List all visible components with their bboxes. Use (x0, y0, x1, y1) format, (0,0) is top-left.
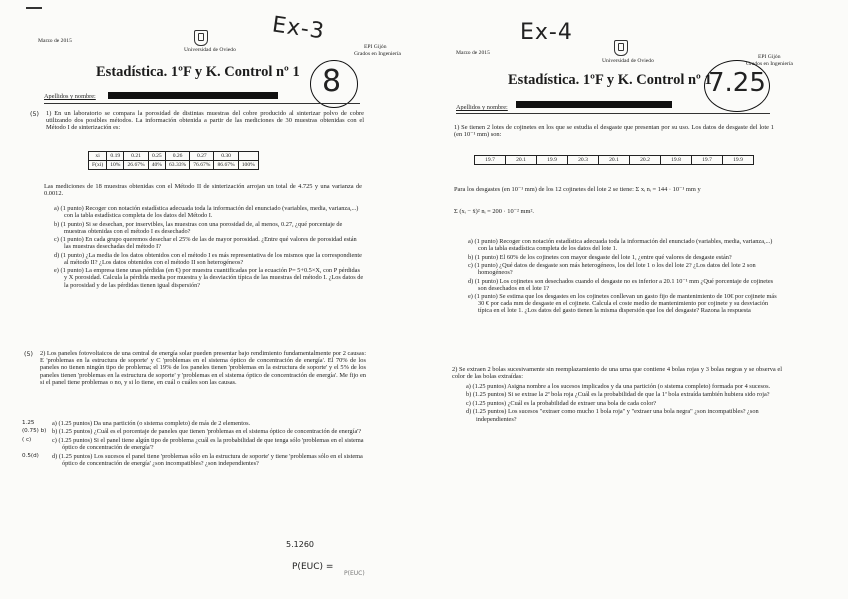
lot1-value: 20.1 (599, 156, 630, 164)
exam-title: Estadística. 1ºF y K. Control nº 1 (96, 64, 300, 80)
grade-value: 8 (322, 64, 342, 99)
name-line (456, 113, 770, 114)
lot1-value: 19.9 (733, 157, 743, 163)
school-name: EPI Gijón (758, 54, 781, 60)
q2-part-d-row (22, 453, 364, 469)
table-cell (238, 152, 258, 161)
table-cell: 86.67% (214, 161, 238, 170)
q1-part-a: a) (1 punto) Recoger con notación estadística adecuada toda la información del enunciado (variables, media, varianza,...) con la tabla estadística completa de los datos del lote 1. (468, 238, 773, 253)
table-cell: 26.67% (124, 161, 148, 170)
q2-part-b-row (22, 428, 364, 436)
exam-date: Marzo de 2015 (38, 38, 72, 44)
grade-value: 7.25 (708, 68, 766, 98)
corner-mark (26, 7, 42, 9)
table-cell: 0.21 (124, 152, 148, 161)
q2-part-d: d) (1.25 puntos) Los sucesos el panel tiene 'problemas sólo en la estructura de soporte' y tiene 'problemas sólo en el sistema óptico de concentración de energía' ¿son incompatibles? ¿son independientes? (52, 452, 363, 467)
q1-lot2-formula: Σ (xᵢ − x̄)² nᵢ = 200 · 10⁻² mm². (454, 208, 535, 215)
table-cell: 0.30 (214, 152, 238, 161)
degree-name: Grados en Ingeniería (746, 61, 793, 67)
scribble-formula: P(EUC) = (292, 562, 334, 572)
q1-part-a: a) (1 punto) Recoger con notación estadística adecuada toda la información del enunciado (variables, media, varianza,...) con la tabla estadística completa de los datos del Método I. (54, 205, 359, 220)
scribble-formula-faint: P(EUC) (344, 570, 365, 577)
lot1-value: 20.2 (630, 156, 661, 164)
q2-parts (22, 420, 364, 468)
q2-part-d: d) (1.25 puntos) Los sucesos "extraer como mucho 1 bola roja" y "extraer una bola negra" ¿son incompatibles? ¿son independientes? (466, 408, 759, 423)
lot1-value: 19.7 (475, 156, 506, 164)
lot1-value: 19.8 (661, 156, 692, 164)
q1-part-c: c) (1 punto) ¿Qué datos de desgaste son más heterogéneos, los del lote 1 o los del lote 2? ¿Los datos del lote 2 son homogéneos? (468, 262, 756, 277)
university-name: Universidad de Oviedo (184, 47, 236, 53)
q1-part-e: e) (1 punto) Se estima que los desgastes en los cojinetes conllevan un gasto fijo de mantenimiento de 10€ por cojinete más 30 € por cada mm de desgaste en el cojinete. Calcula el coste medio de mantenimiento por cojinete y su desviación típica en el lote 1. ¿Los datos del gasto tienen la misma dispersión que los del desgaste? Razona la respuesta (468, 293, 777, 315)
table-cell: 0.25 (148, 152, 165, 161)
q1-margin-score: (5) (30, 111, 39, 118)
exam-title: Estadística. 1ºF y K. Control nº 1 (508, 72, 712, 88)
q1-intro: 1) En un laboratorio se compara la porosidad de distintas muestras del cobre producido al sinterizar polvo de cobre utilizando dos posibles métodos. La información obtenida a partir de las mediciones de 30 muestras obtenidas con el Método I de sinterización es: (46, 110, 364, 132)
table-cell: 100% (238, 161, 258, 170)
q1-lot2-text: Para los desgastes (en 10⁻¹ mm) de los 12 cojinetes del lote 2 se tiene: Σ xᵢ nᵢ = 144 · 10⁻¹ mm y (454, 186, 701, 193)
q1-part-c: c) (1 punto) En cada grupo queremos desechar el 25% de las de mayor porosidad. ¿Entre qué valores de porosidad están las muestras desechadas del método I? (54, 236, 357, 251)
q1-intro: 1) Se tienen 2 lotes de cojinetes en los que se estudia el desgaste que presentan por su uso. Los datos de desgaste del lote 1 (en 10⁻¹ mm) son: (454, 124, 774, 139)
q2-part-c: c) (1.25 puntos) Si el panel tiene algún tipo de problema ¿cuál es la probabilidad de que tenga sólo 'problemas en el sistema óptico de concentración de energía'? (52, 436, 364, 452)
q2-part-c-row (22, 437, 364, 453)
degree-name: Grados en Ingeniería (354, 51, 401, 57)
university-logo-icon (194, 30, 208, 46)
q2-margin-score: (5) (24, 351, 33, 358)
university-logo-icon (614, 40, 628, 56)
scribble-number: 5.1260 (286, 540, 314, 549)
name-label: Apellidos y nombre: (44, 93, 96, 100)
q2-part-a: a) (1.25 puntos) Da una partición (o sistema completo) de más de 2 elementos. (52, 420, 251, 427)
q1-part-e: e) (1 punto) La empresa tiene unas pérdidas (en €) por muestra cuantificadas por la ecuación P= 5+0.5×X, con P pérdidas y X porosidad. Calcula la pérdida media por muestra y la desviación típica de las muestras del método I. ¿Los datos de la porosidad y de las pérdidas tienen igual dispersión? (54, 267, 364, 289)
handwritten-exam-label: Ex-4 (520, 20, 573, 45)
q2-part-a-row (22, 420, 364, 428)
redacted-name (516, 101, 672, 108)
q2-intro: 2) Se extraen 2 bolas sucesivamente sin reemplazamiento de una urna que contiene 4 bolas rojas y 3 bolas negras y se observa el color de las bolas extraídas: (452, 366, 782, 381)
lot1-value: 20.3 (568, 156, 599, 164)
q2-part-c-mark: ( c) (22, 436, 32, 443)
school-name: EPI Gijón (364, 44, 387, 50)
q1-parts (464, 238, 780, 316)
table-cell: 0.27 (190, 152, 214, 161)
q2-part-a: a) (1.25 puntos) Asigna nombre a los sucesos implicados y da una partición (o sistema completo) formada por 4 sucesos. (466, 383, 771, 390)
q2-intro: 2) Los paneles fotovoltaicos de una central de energía solar pueden presentar bajo rendimiento fundamentalmente por 2 causas: E 'problemas en la estructura de soporte' y C 'problemas en el sistema óptico de concentración de energía'. El 70% de los paneles no tienen ningún tipo de problema; el 19% de los paneles tienen 'problemas en la estructura de soporte' y el 5% de los paneles tienen 'problemas en la estructura de soporte' y 'problemas en el sistema óptico de concentración de energía'. Me fijo en si el panel tiene problemas o no, y si lo tiene, en cuál o cuáles son las causas. (40, 350, 366, 386)
q2-part-b: b) (1.25 puntos) ¿Cuál es el porcentaje de paneles que tienen 'problemas en el sistema óptico de concentración de energía'? (52, 428, 362, 436)
exam-date: Marzo de 2015 (456, 50, 490, 56)
university-name: Universidad de Oviedo (602, 58, 654, 64)
table-cell: 63.33% (165, 161, 189, 170)
q1-part-b: b) (1 punto) El 60% de los cojinetes con mayor desgaste del lote 1, ¿entre qué valores de desgaste están? (468, 253, 732, 261)
lot1-data-row (474, 155, 754, 165)
table-head-fxi: F(xi) (89, 161, 107, 170)
table-cell: 10% (107, 161, 124, 170)
table-cell: 0.26 (165, 152, 189, 161)
lot1-value: 19.7 (692, 156, 723, 164)
q1-part-b: b) (1 punto) Si se desechan, por inservibles, las muestras con una porosidad de, al menos, 0.27, ¿qué porcentaje de muestras obtenidas con el método I es desechado? (54, 220, 343, 235)
name-label: Apellidos y nombre: (456, 104, 508, 111)
lot1-value: 19.9 (537, 156, 568, 164)
table-cell: 76.67% (190, 161, 214, 170)
q2-parts (462, 383, 780, 424)
q2-part-a-mark: 1.25 (22, 420, 35, 426)
q1-method2-text: Las mediciones de 18 muestras obtenidas con el Método II de sinterización arrojan un total de 4.725 y una varianza de 0.0012. (44, 183, 362, 198)
q1-parts (50, 205, 364, 290)
q1-part-d: d) (1 punto) ¿La media de los datos obtenidos con el método I es más representativa de los mismos que la correspondiente al método II? ¿Los datos obtenidos con el método II son heterogéneos? (54, 251, 362, 266)
q2-part-b: b) (1.25 puntos) Si se extrae la 2ª bola roja ¿Cuál es la probabilidad de que la 1ª bola extraída también hubiera sido roja? (466, 391, 770, 399)
table-head-xi: xi (89, 152, 107, 161)
table-cell: 0.19 (107, 152, 124, 161)
q1-part-d: d) (1 punto) Los cojinetes son desechados cuando el desgaste no es inferior a 20.1 10⁻¹ mm ¿Qué porcentaje de cojinetes son desechados en el lote 1? (468, 277, 774, 292)
redacted-name (108, 92, 278, 99)
q2-part-d-mark: 0.5(d) (22, 452, 39, 459)
q2-part-c: c) (1.25 puntos) ¿Cuál es la probabilidad de extraer una bola de cada color? (466, 399, 657, 407)
q2-part-b-mark: (0.75) b) (22, 428, 47, 435)
table-cell: 40% (148, 161, 165, 170)
data-table (88, 151, 259, 170)
lot1-value: 20.1 (506, 156, 537, 164)
handwritten-exam-label: Ex-3 (270, 12, 327, 45)
right-exam-sheet (424, 0, 848, 599)
name-line (44, 103, 360, 104)
